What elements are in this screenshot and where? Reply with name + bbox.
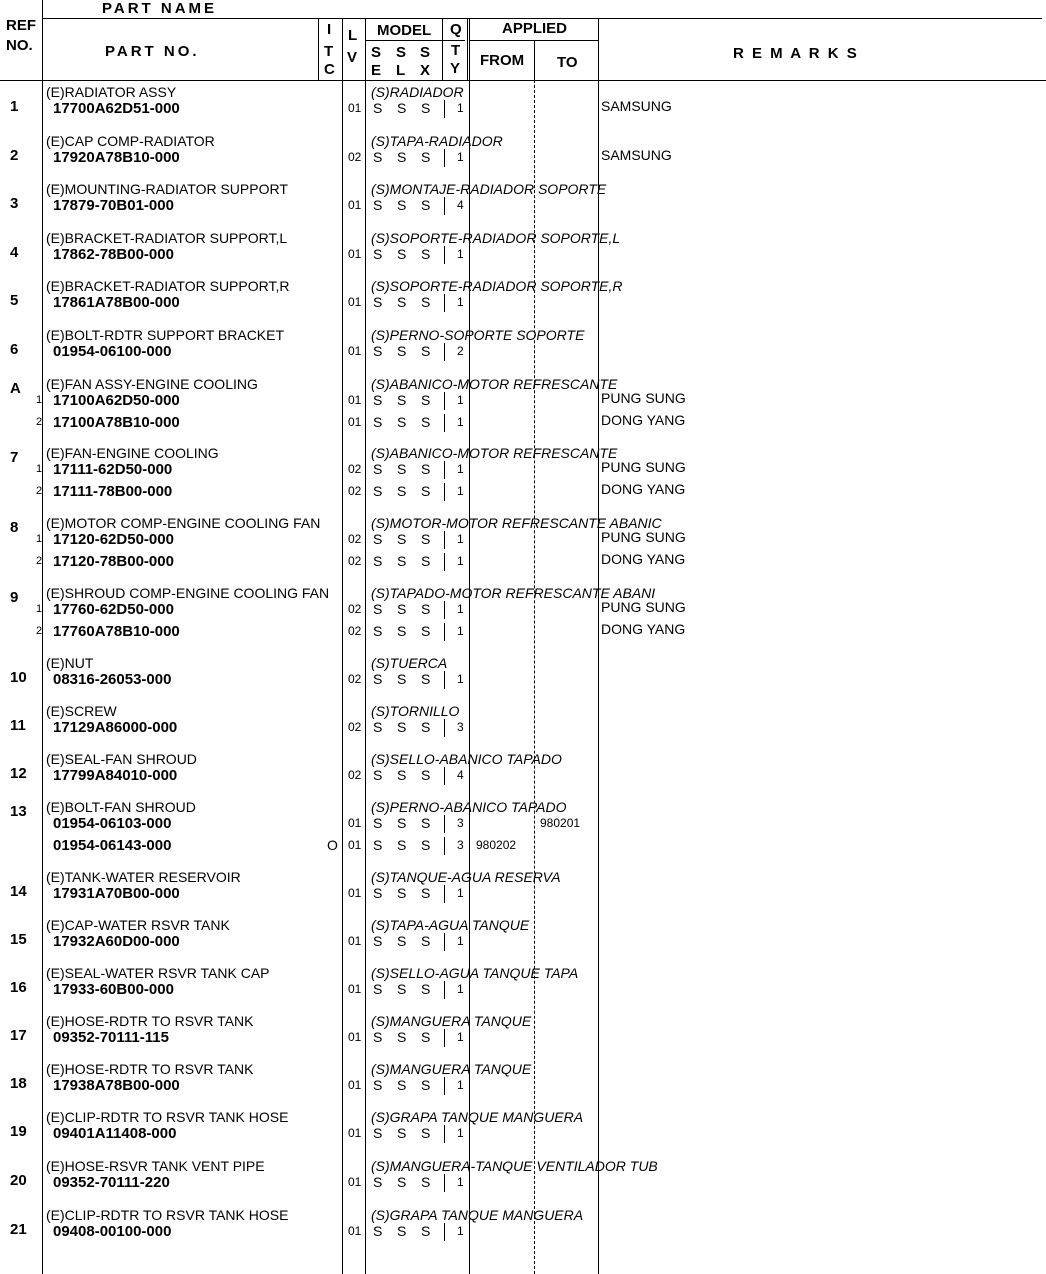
qty-header-t: T [451, 42, 461, 59]
remark: DONG YANG [601, 412, 686, 428]
part-number: 17100A62D50-000 [53, 392, 180, 409]
level: 02 [348, 484, 362, 498]
model-col3-top: S [420, 44, 431, 61]
ref-number: A [10, 380, 21, 397]
part-name: (E)HOSE-RDTR TO RSVR TANK [46, 1061, 254, 1077]
level: 01 [348, 295, 362, 309]
part-no-header: PART NO. [105, 43, 200, 60]
model-sl: S [397, 1029, 407, 1045]
model-sl: S [397, 1223, 407, 1239]
part-number: 17760A78B10-000 [53, 623, 180, 640]
part-number: 17861A78B00-000 [53, 294, 180, 311]
part-name: (E)BRACKET-RADIATOR SUPPORT,R [46, 278, 290, 294]
model-se: S [373, 1174, 383, 1190]
model-sl: S [397, 246, 407, 262]
quantity: 1 [457, 554, 464, 568]
part-number: 17100A78B10-000 [53, 414, 180, 431]
model-sx: S [421, 1077, 431, 1093]
model-sx: S [421, 719, 431, 735]
quantity: 2 [457, 344, 464, 358]
part-number: 09352-70111-220 [53, 1174, 170, 1191]
model-sl: S [397, 553, 407, 569]
model-se: S [373, 719, 383, 735]
sub-index: 2 [36, 555, 43, 567]
spanish-name: (S)GRAPA TANQUE MANGUERA [371, 1207, 584, 1223]
spanish-name: (S)MANGUERA TANQUE [371, 1061, 532, 1077]
part-name: (E)SHROUD COMP-ENGINE COOLING FAN [46, 585, 330, 601]
ref-number: 9 [10, 589, 19, 606]
part-name: (E)TANK-WATER RESERVOIR [46, 869, 241, 885]
model-se: S [373, 767, 383, 783]
itc-header-t: T [324, 43, 334, 60]
model-se: S [373, 294, 383, 310]
model-sx: S [421, 294, 431, 310]
level: 01 [348, 1030, 362, 1044]
sub-index: 1 [36, 603, 43, 615]
quantity: 3 [457, 838, 464, 852]
part-name: (E)RADIATOR ASSY [46, 84, 177, 100]
ref-number: 20 [10, 1172, 27, 1189]
spanish-name: (S)ABANICO-MOTOR REFRESCANTE [371, 376, 618, 392]
model-sx: S [421, 246, 431, 262]
model-sl: S [397, 601, 407, 617]
spanish-name: (S)GRAPA TANQUE MANGUERA [371, 1109, 584, 1125]
quantity: 1 [457, 150, 464, 164]
ref-number: 19 [10, 1123, 27, 1140]
model-sx: S [421, 671, 431, 687]
ref-number: 18 [10, 1075, 27, 1092]
spanish-name: (S)RADIADOR [371, 84, 464, 100]
spanish-name: (S)MANGUERA TANQUE [371, 1013, 532, 1029]
model-sx: S [421, 767, 431, 783]
part-number: 17933-60B00-000 [53, 981, 174, 998]
ref-header-line1: REF [6, 17, 36, 34]
part-name: (E)SEAL-FAN SHROUD [46, 751, 197, 767]
quantity: 1 [457, 1224, 464, 1238]
ref-number: 17 [10, 1027, 27, 1044]
quantity: 1 [457, 295, 464, 309]
quantity: 1 [457, 484, 464, 498]
model-sx: S [421, 1029, 431, 1045]
model-se: S [373, 197, 383, 213]
model-se: S [373, 601, 383, 617]
part-name: (E)HOSE-RDTR TO RSVR TANK [46, 1013, 254, 1029]
level: 01 [348, 1078, 362, 1092]
spanish-name: (S)SOPORTE-RADIADOR SOPORTE,L [371, 230, 621, 246]
spanish-name: (S)TAPADO-MOTOR REFRESCANTE ABANI [371, 585, 656, 601]
quantity: 1 [457, 247, 464, 261]
lv-header-l: L [348, 27, 358, 44]
model-se: S [373, 1077, 383, 1093]
model-se: S [373, 461, 383, 477]
level: 02 [348, 768, 362, 782]
level: 02 [348, 532, 362, 546]
part-number: 17931A70B00-000 [53, 885, 180, 902]
spanish-name: (S)MOTOR-MOTOR REFRESCANTE ABANIC [371, 515, 662, 531]
quantity: 1 [457, 1126, 464, 1140]
model-sx: S [421, 414, 431, 430]
part-number: 09408-00100-000 [53, 1223, 172, 1240]
level: 01 [348, 886, 362, 900]
qty-header-q: Q [450, 21, 462, 38]
remarks-header: R E M A R K S [733, 45, 859, 62]
ref-number: 21 [10, 1221, 27, 1238]
part-name: (E)CAP-WATER RSVR TANK [46, 917, 230, 933]
level: 01 [348, 101, 362, 115]
quantity: 1 [457, 934, 464, 948]
part-number: 09401A11408-000 [53, 1125, 177, 1142]
part-name: (E)CAP COMP-RADIATOR [46, 133, 215, 149]
level: 01 [348, 816, 362, 830]
quantity: 1 [457, 624, 464, 638]
model-se: S [373, 623, 383, 639]
spanish-name: (S)SELLO-AGUA TANQUE TAPA [371, 965, 579, 981]
part-name: (E)CLIP-RDTR TO RSVR TANK HOSE [46, 1109, 289, 1125]
ref-number: 4 [10, 244, 19, 261]
model-sx: S [421, 343, 431, 359]
ref-number: 14 [10, 883, 27, 900]
spanish-name: (S)SOPORTE-RADIADOR SOPORTE,R [371, 278, 623, 294]
ref-header-line2: NO. [6, 37, 33, 54]
model-sl: S [397, 1125, 407, 1141]
remark: PUNG SUNG [601, 390, 686, 406]
spanish-name: (S)TORNILLO [371, 703, 460, 719]
model-sl: S [397, 837, 407, 853]
model-se: S [373, 483, 383, 499]
remark: SAMSUNG [601, 147, 672, 163]
part-number: 17120-62D50-000 [53, 531, 174, 548]
quantity: 3 [457, 720, 464, 734]
part-name: (E)SCREW [46, 703, 117, 719]
model-se: S [373, 246, 383, 262]
level: 02 [348, 672, 362, 686]
model-se: S [373, 531, 383, 547]
model-sl: S [397, 1077, 407, 1093]
remark: SAMSUNG [601, 98, 672, 114]
quantity: 1 [457, 602, 464, 616]
model-col3-bottom: X [420, 62, 431, 79]
part-number: 17879-70B01-000 [53, 197, 174, 214]
ref-number: 11 [10, 717, 26, 734]
itc-header-i: I [327, 21, 332, 38]
model-se: S [373, 933, 383, 949]
model-se: S [373, 837, 383, 853]
remark: DONG YANG [601, 481, 686, 497]
part-number: 17111-78B00-000 [53, 483, 173, 500]
ref-number: 1 [10, 98, 19, 115]
model-sl: S [397, 933, 407, 949]
quantity: 4 [457, 768, 464, 782]
part-number: 17111-62D50-000 [53, 461, 173, 478]
model-sx: S [421, 100, 431, 116]
level: 01 [348, 247, 362, 261]
part-number: 17760-62D50-000 [53, 601, 174, 618]
model-se: S [373, 149, 383, 165]
model-se: S [373, 392, 383, 408]
model-sx: S [421, 483, 431, 499]
part-name: (E)NUT [46, 655, 94, 671]
spanish-name: (S)MONTAJE-RADIADOR SOPORTE [371, 181, 607, 197]
level: 02 [348, 150, 362, 164]
part-name: (E)MOTOR COMP-ENGINE COOLING FAN [46, 515, 321, 531]
model-sx: S [421, 531, 431, 547]
model-sx: S [421, 1174, 431, 1190]
part-number: 17938A78B00-000 [53, 1077, 180, 1094]
model-sl: S [397, 461, 407, 477]
part-number: 09352-70111-115 [53, 1029, 169, 1046]
model-sl: S [397, 100, 407, 116]
part-number: 17120-78B00-000 [53, 553, 174, 570]
model-sl: S [397, 815, 407, 831]
level: 02 [348, 462, 362, 476]
model-sl: S [397, 149, 407, 165]
model-se: S [373, 1029, 383, 1045]
model-col1-top: S [371, 44, 382, 61]
level: 01 [348, 415, 362, 429]
part-name: (E)CLIP-RDTR TO RSVR TANK HOSE [46, 1207, 289, 1223]
level: 01 [348, 838, 362, 852]
model-se: S [373, 885, 383, 901]
model-se: S [373, 1223, 383, 1239]
remark: PUNG SUNG [601, 529, 686, 545]
level: 01 [348, 934, 362, 948]
model-sl: S [397, 483, 407, 499]
quantity: 1 [457, 415, 464, 429]
quantity: 1 [457, 1078, 464, 1092]
level: 01 [348, 1224, 362, 1238]
applied-divider [534, 80, 535, 1274]
quantity: 3 [457, 816, 464, 830]
model-sl: S [397, 197, 407, 213]
ref-number: 10 [10, 669, 27, 686]
model-sx: S [421, 392, 431, 408]
model-sl: S [397, 1174, 407, 1190]
quantity: 1 [457, 886, 464, 900]
model-sx: S [421, 197, 431, 213]
quantity: 1 [457, 672, 464, 686]
part-name: (E)BOLT-RDTR SUPPORT BRACKET [46, 327, 285, 343]
part-name: (E)FAN ASSY-ENGINE COOLING [46, 376, 258, 392]
model-sl: S [397, 981, 407, 997]
model-sl: S [397, 294, 407, 310]
level: 01 [348, 1126, 362, 1140]
quantity: 1 [457, 101, 464, 115]
model-sx: S [421, 149, 431, 165]
quantity: 1 [457, 462, 464, 476]
model-sx: S [421, 461, 431, 477]
from-header: FROM [480, 52, 525, 69]
part-number: 17862-78B00-000 [53, 246, 174, 263]
model-col2-top: S [396, 44, 407, 61]
applied-to: 980201 [540, 816, 581, 830]
to-header: TO [557, 54, 578, 71]
sub-index: 2 [36, 485, 43, 497]
remark: PUNG SUNG [601, 459, 686, 475]
ref-number: 5 [10, 292, 19, 309]
part-number: 17129A86000-000 [53, 719, 178, 736]
part-name-header: PART NAME [102, 0, 218, 17]
ref-number: 8 [10, 519, 19, 536]
ref-number: 2 [10, 147, 19, 164]
lv-header-v: V [347, 49, 358, 66]
spanish-name: (S)ABANICO-MOTOR REFRESCANTE [371, 445, 618, 461]
model-col2-bottom: L [396, 62, 406, 79]
itc-header-c: C [324, 61, 335, 78]
spanish-name: (S)TANQUE-AGUA RESERVA [371, 869, 561, 885]
model-sl: S [397, 392, 407, 408]
part-number: 17920A78B10-000 [53, 149, 180, 166]
ref-number: 6 [10, 341, 19, 358]
model-se: S [373, 100, 383, 116]
part-name: (E)SEAL-WATER RSVR TANK CAP [46, 965, 270, 981]
part-number: 01954-06100-000 [53, 343, 172, 360]
sub-index: 2 [36, 416, 43, 428]
level: 02 [348, 554, 362, 568]
part-name: (E)MOUNTING-RADIATOR SUPPORT [46, 181, 288, 197]
part-number: 01954-06103-000 [53, 815, 172, 832]
model-se: S [373, 1125, 383, 1141]
spanish-name: (S)PERNO-ABANICO TAPADO [371, 799, 567, 815]
model-se: S [373, 553, 383, 569]
model-sl: S [397, 531, 407, 547]
quantity: 1 [457, 1030, 464, 1044]
model-sx: S [421, 933, 431, 949]
part-name: (E)BOLT-FAN SHROUD [46, 799, 196, 815]
qty-header-y: Y [450, 60, 461, 77]
ref-number: 13 [10, 803, 27, 820]
level: 02 [348, 624, 362, 638]
part-number: 17799A84010-000 [53, 767, 178, 784]
sub-index: 1 [36, 533, 43, 545]
ref-number: 7 [10, 449, 19, 466]
model-header: MODEL [377, 22, 432, 39]
ref-number: 12 [10, 765, 27, 782]
level: 02 [348, 602, 362, 616]
model-sx: S [421, 815, 431, 831]
model-se: S [373, 414, 383, 430]
sub-index: 1 [36, 394, 43, 406]
remark: DONG YANG [601, 621, 686, 637]
part-name: (E)HOSE-RSVR TANK VENT PIPE [46, 1158, 265, 1174]
quantity: 1 [457, 393, 464, 407]
sub-index: 2 [36, 625, 43, 637]
level: 01 [348, 982, 362, 996]
spanish-name: (S)TUERCA [371, 655, 448, 671]
model-sl: S [397, 671, 407, 687]
model-col1-bottom: E [371, 62, 382, 79]
model-sx: S [421, 885, 431, 901]
model-sx: S [421, 553, 431, 569]
spanish-name: (S)PERNO-SOPORTE SOPORTE [371, 327, 585, 343]
model-sx: S [421, 837, 431, 853]
sub-index: 1 [36, 463, 43, 475]
model-sx: S [421, 623, 431, 639]
itc-mark: O [327, 837, 338, 853]
model-sl: S [397, 343, 407, 359]
model-sx: S [421, 1125, 431, 1141]
part-number: 08316-26053-000 [53, 671, 172, 688]
applied-from: 980202 [476, 838, 517, 852]
part-name: (E)FAN-ENGINE COOLING [46, 445, 219, 461]
model-sl: S [397, 885, 407, 901]
level: 02 [348, 720, 362, 734]
model-sl: S [397, 719, 407, 735]
remark: PUNG SUNG [601, 599, 686, 615]
quantity: 4 [457, 198, 464, 212]
model-sl: S [397, 414, 407, 430]
model-sx: S [421, 601, 431, 617]
part-number: 17932A60D00-000 [53, 933, 180, 950]
remark: DONG YANG [601, 551, 686, 567]
model-se: S [373, 343, 383, 359]
spanish-name: (S)SELLO-ABANICO TAPADO [371, 751, 562, 767]
spanish-name: (S)MANGUERA-TANQUE VENTILADOR TUB [371, 1158, 658, 1174]
applied-header: APPLIED [502, 20, 568, 37]
level: 01 [348, 344, 362, 358]
model-se: S [373, 815, 383, 831]
level: 01 [348, 1175, 362, 1189]
quantity: 1 [457, 532, 464, 546]
ref-number: 3 [10, 195, 19, 212]
model-sl: S [397, 623, 407, 639]
model-sx: S [421, 1223, 431, 1239]
model-se: S [373, 671, 383, 687]
model-sl: S [397, 767, 407, 783]
quantity: 1 [457, 1175, 464, 1189]
spanish-name: (S)TAPA-RADIADOR [371, 133, 503, 149]
level: 01 [348, 393, 362, 407]
ref-number: 15 [10, 931, 27, 948]
quantity: 1 [457, 982, 464, 996]
level: 01 [348, 198, 362, 212]
ref-number: 16 [10, 979, 27, 996]
part-number: 01954-06143-000 [53, 837, 172, 854]
part-name: (E)BRACKET-RADIATOR SUPPORT,L [46, 230, 288, 246]
spanish-name: (S)TAPA-AGUA TANQUE [371, 917, 530, 933]
part-number: 17700A62D51-000 [53, 100, 180, 117]
model-se: S [373, 981, 383, 997]
model-sx: S [421, 981, 431, 997]
